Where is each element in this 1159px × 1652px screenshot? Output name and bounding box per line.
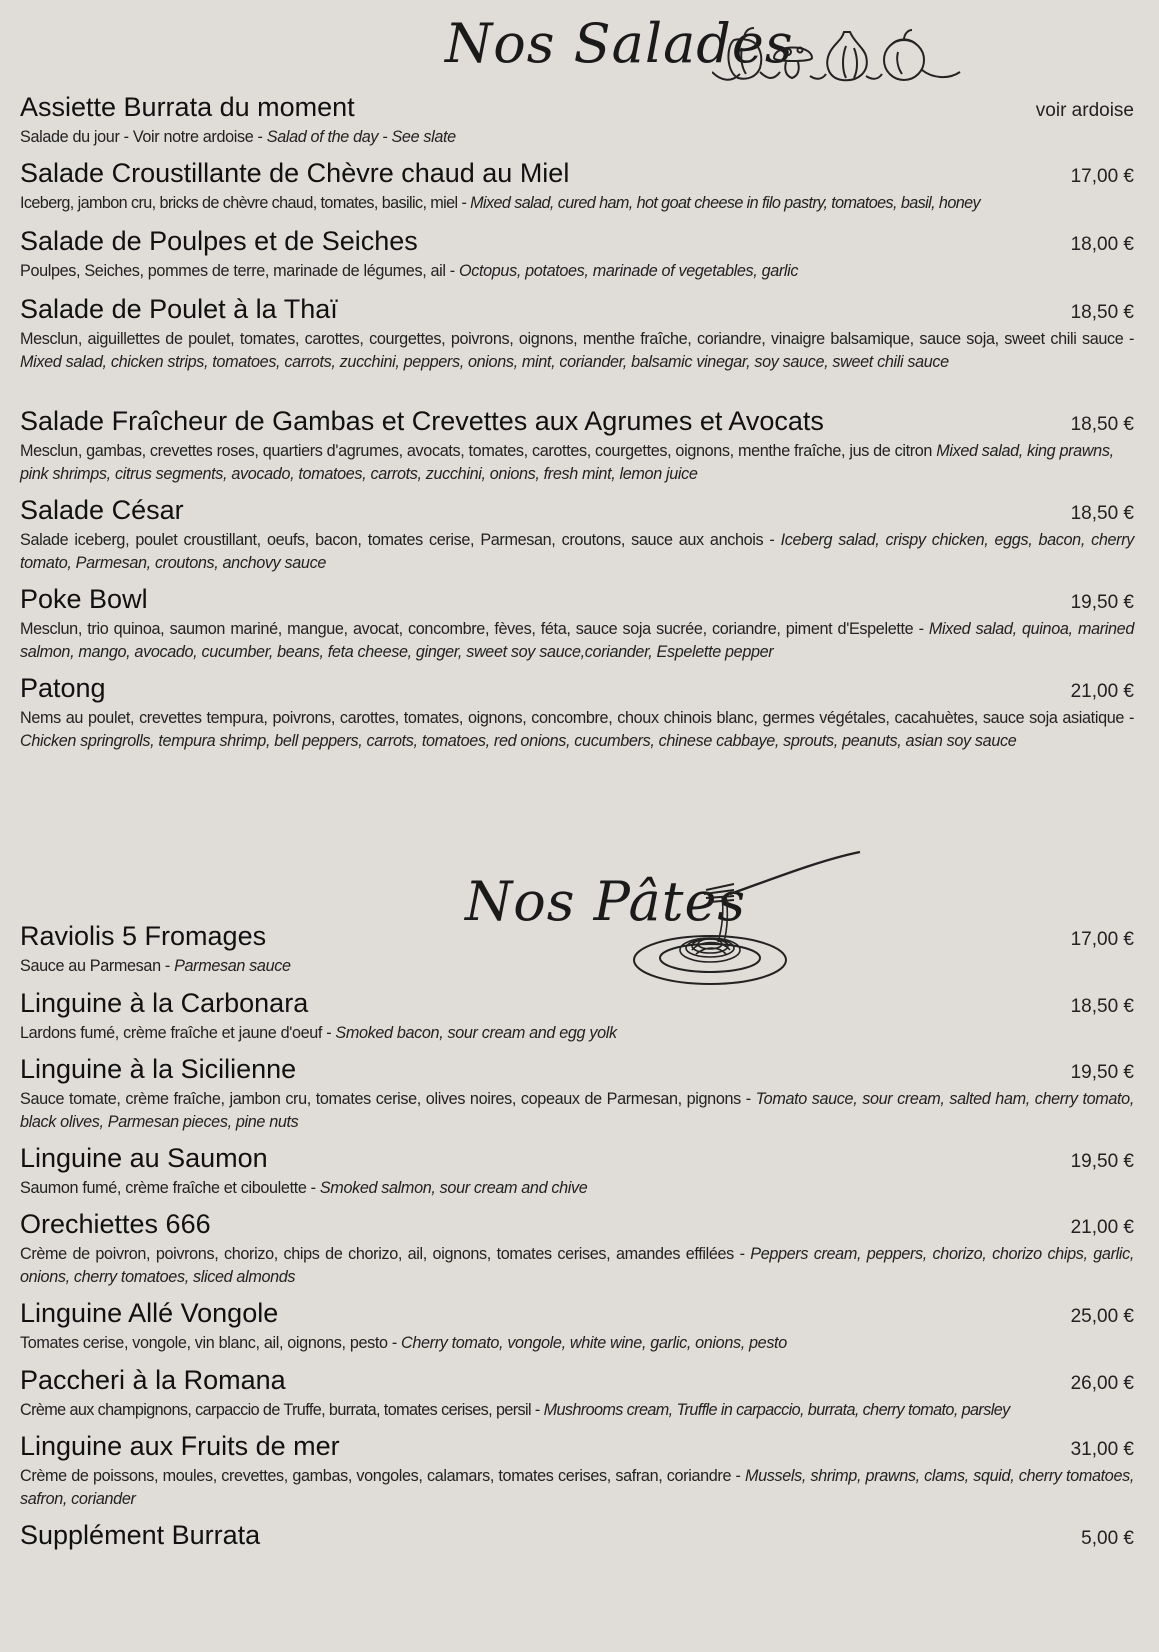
item-description <box>20 1399 1134 1422</box>
item-price: 5,00 € <box>1081 1528 1134 1549</box>
desc-fr: Tomates cerise, vongole, vin blanc, ail, oignons, pesto - <box>20 1334 402 1352</box>
desc-en: Cherry tomato, vongole, white wine, garlic, onions, pesto <box>401 1334 787 1352</box>
desc-en: Mixed salad, cured ham, hot goat cheese in filo pastry, tomatoes, basil, honey <box>470 194 981 212</box>
item-price: voir ardoise <box>1035 100 1134 121</box>
desc-fr: Crème de poissons, moules, crevettes, gambas, vongoles, calamars, tomates cerises, safran, coriandre - <box>20 1467 745 1485</box>
desc-en: Tomato sauce, sour cream, salted ham, cherry tomato, black olives, Parmesan pieces, pine nuts <box>20 1090 1134 1131</box>
pepper-icon <box>728 28 761 79</box>
menu-item <box>20 294 1134 374</box>
item-name: Patong <box>20 673 106 703</box>
menu-item <box>20 158 1134 215</box>
item-name: Linguine à la Sicilienne <box>20 1054 297 1084</box>
menu-item <box>20 226 1134 283</box>
menu-item <box>20 1054 1134 1134</box>
desc-fr: Mesclun, trio quinoa, saumon mariné, mangue, avocat, concombre, fèves, féta, sauce soja sucrée, coriandre, piment d'Espelette - <box>20 620 929 638</box>
item-name: Raviolis 5 Fromages <box>20 921 267 951</box>
item-description <box>20 1243 1134 1289</box>
menu-item <box>20 921 1134 978</box>
item-name: Linguine Allé Vongole <box>20 1298 279 1328</box>
menu-item <box>20 584 1134 664</box>
desc-en: Mussels, shrimp, prawns, clams, squid, cherry tomatoes, safron, coriander <box>20 1467 1134 1508</box>
item-price: 18,50 € <box>1070 503 1134 524</box>
item-name: Poke Bowl <box>20 584 148 614</box>
menu-item <box>20 1431 1134 1511</box>
item-description <box>20 1022 1134 1045</box>
desc-fr: Iceberg, jambon cru, bricks de chèvre chaud, tomates, basilic, miel - <box>20 194 471 212</box>
item-price: 18,00 € <box>1070 234 1134 255</box>
menu-item <box>20 495 1134 575</box>
item-name: Salade Fraîcheur de Gambas et Crevettes aux Agrumes et Avocats <box>20 406 824 436</box>
desc-en: Smoked salmon, sour cream and chive <box>319 1179 588 1197</box>
item-price: 21,00 € <box>1070 1217 1134 1238</box>
item-price: 18,50 € <box>1070 302 1134 323</box>
salades-header <box>0 0 1159 95</box>
menu-item <box>20 1209 1134 1289</box>
item-name: Salade César <box>20 495 184 525</box>
item-name: Linguine à la Carbonara <box>20 988 309 1018</box>
item-description <box>20 1088 1134 1134</box>
item-name: Supplément Burrata <box>20 1520 261 1550</box>
menu-item <box>20 1298 1134 1355</box>
item-price: 18,50 € <box>1070 414 1134 435</box>
desc-fr: Poulpes, Seiches, pommes de terre, marinade de légumes, ail - <box>20 262 459 280</box>
item-name: Linguine aux Fruits de mer <box>20 1431 340 1461</box>
item-price: 19,50 € <box>1070 1062 1134 1083</box>
desc-en: Mushrooms cream, Truffle in carpaccio, burrata, cherry tomato, parsley <box>543 1401 1010 1419</box>
desc-fr: Salade du jour - Voir notre ardoise - <box>20 128 267 146</box>
desc-fr: Sauce au Parmesan - <box>20 957 175 975</box>
item-description <box>20 126 1134 149</box>
menu-item <box>20 988 1134 1045</box>
desc-en: Parmesan sauce <box>174 957 291 975</box>
pates-title: Nos Pâtes <box>465 870 747 933</box>
desc-fr: Lardons fumé, crème fraîche et jaune d'oeuf - <box>20 1024 336 1042</box>
item-description <box>20 707 1134 753</box>
item-price: 25,00 € <box>1070 1306 1134 1327</box>
item-description <box>20 328 1134 374</box>
item-description <box>20 192 1134 215</box>
item-description <box>20 955 1134 978</box>
item-description <box>20 529 1134 575</box>
item-description <box>20 1332 1134 1355</box>
item-description <box>20 1177 1134 1200</box>
item-name: Orechiettes 666 <box>20 1209 211 1239</box>
desc-en: Salad of the day - See slate <box>266 128 456 146</box>
item-price: 26,00 € <box>1070 1373 1134 1394</box>
item-price: 17,00 € <box>1070 929 1134 950</box>
menu-item <box>20 92 1134 149</box>
item-name: Salade de Poulet à la Thaï <box>20 294 338 324</box>
tomato-icon <box>884 30 924 80</box>
vegetables-decoration <box>712 22 972 92</box>
desc-en: Peppers cream, peppers, chorizo, chorizo chips, garlic, onions, cherry tomatoes, sliced almonds <box>20 1245 1134 1286</box>
salades-title: Nos Salades <box>445 12 794 75</box>
desc-fr: Mesclun, gambas, crevettes roses, quartiers d'agrumes, avocats, tomates, carottes, courgettes, oignons, menthe fraîche, jus de citron <box>20 442 937 460</box>
item-name: Paccheri à la Romana <box>20 1365 286 1395</box>
item-description <box>20 260 1134 283</box>
desc-en: Octopus, potatoes, marinade of vegetables, garlic <box>458 262 799 280</box>
menu-item <box>20 1143 1134 1200</box>
item-price: 31,00 € <box>1070 1439 1134 1460</box>
desc-fr: Crème de poivron, poivrons, chorizo, chips de chorizo, ail, oignons, tomates cerises, amandes effilées - <box>20 1245 751 1263</box>
item-name: Salade de Poulpes et de Seiches <box>20 226 418 256</box>
item-price: 19,50 € <box>1070 592 1134 613</box>
item-price: 18,50 € <box>1070 996 1134 1017</box>
desc-en: Mixed salad, king prawns, pink shrimps, citrus segments, avocado, tomatoes, carrots, zucchini, onions, fresh mint, lemon juice <box>20 442 1114 483</box>
desc-fr: Saumon fumé, crème fraîche et ciboulette - <box>20 1179 320 1197</box>
item-name: Linguine au Saumon <box>20 1143 268 1173</box>
item-name: Salade Croustillante de Chèvre chaud au Miel <box>20 158 570 188</box>
desc-fr: Crème aux champignons, carpaccio de Truffe, burrata, tomates cerises, persil - <box>20 1401 544 1419</box>
menu-item <box>20 1365 1134 1422</box>
item-price: 21,00 € <box>1070 681 1134 702</box>
menu-item <box>20 1520 1134 1554</box>
item-description <box>20 440 1134 486</box>
desc-en: Iceberg salad, crispy chicken, eggs, bacon, cherry tomato, Parmesan, croutons, anchovy sauce <box>20 531 1134 572</box>
item-price: 17,00 € <box>1070 166 1134 187</box>
desc-fr: Salade iceberg, poulet croustillant, oeufs, bacon, tomates cerise, Parmesan, croutons, sauce aux anchois - <box>20 531 781 549</box>
menu-item <box>20 406 1134 486</box>
item-description <box>20 1465 1134 1511</box>
desc-en: Chicken springrolls, tempura shrimp, bell peppers, carrots, tomatoes, red onions, cucumbers, chinese cabbaye, sprouts, peanuts, asian soy sauce <box>20 732 1017 750</box>
item-name: Assiette Burrata du moment <box>20 92 355 122</box>
desc-fr: Sauce tomate, crème fraîche, jambon cru, tomates cerise, olives noires, copeaux de Parmesan, pignons - <box>20 1090 756 1108</box>
desc-en: Smoked bacon, sour cream and egg yolk <box>335 1024 617 1042</box>
desc-en: Mixed salad, quinoa, marined salmon, mango, avocado, cucumber, beans, feta cheese, ginger, sweet soy sauce,coriander, Espelette pepper <box>20 620 1134 661</box>
desc-en: Mixed salad, chicken strips, tomatoes, carrots, zucchini, peppers, onions, mint, coriander, balsamic vinegar, soy sauce, sweet chili sauce <box>20 353 949 371</box>
desc-fr: Mesclun, aiguillettes de poulet, tomates, carottes, courgettes, poivrons, oignons, menthe fraîche, coriandre, vinaigre balsamique, sauce soja, sweet chili sauce - <box>20 330 1134 348</box>
item-description <box>20 618 1134 664</box>
item-price: 19,50 € <box>1070 1151 1134 1172</box>
desc-fr: Nems au poulet, crevettes tempura, poivrons, carottes, tomates, oignons, concombre, choux chinois blanc, germes végétales, cacahuètes, sauce soja asiatique - <box>20 709 1134 727</box>
menu-item <box>20 673 1134 753</box>
garlic-icon <box>827 32 866 80</box>
